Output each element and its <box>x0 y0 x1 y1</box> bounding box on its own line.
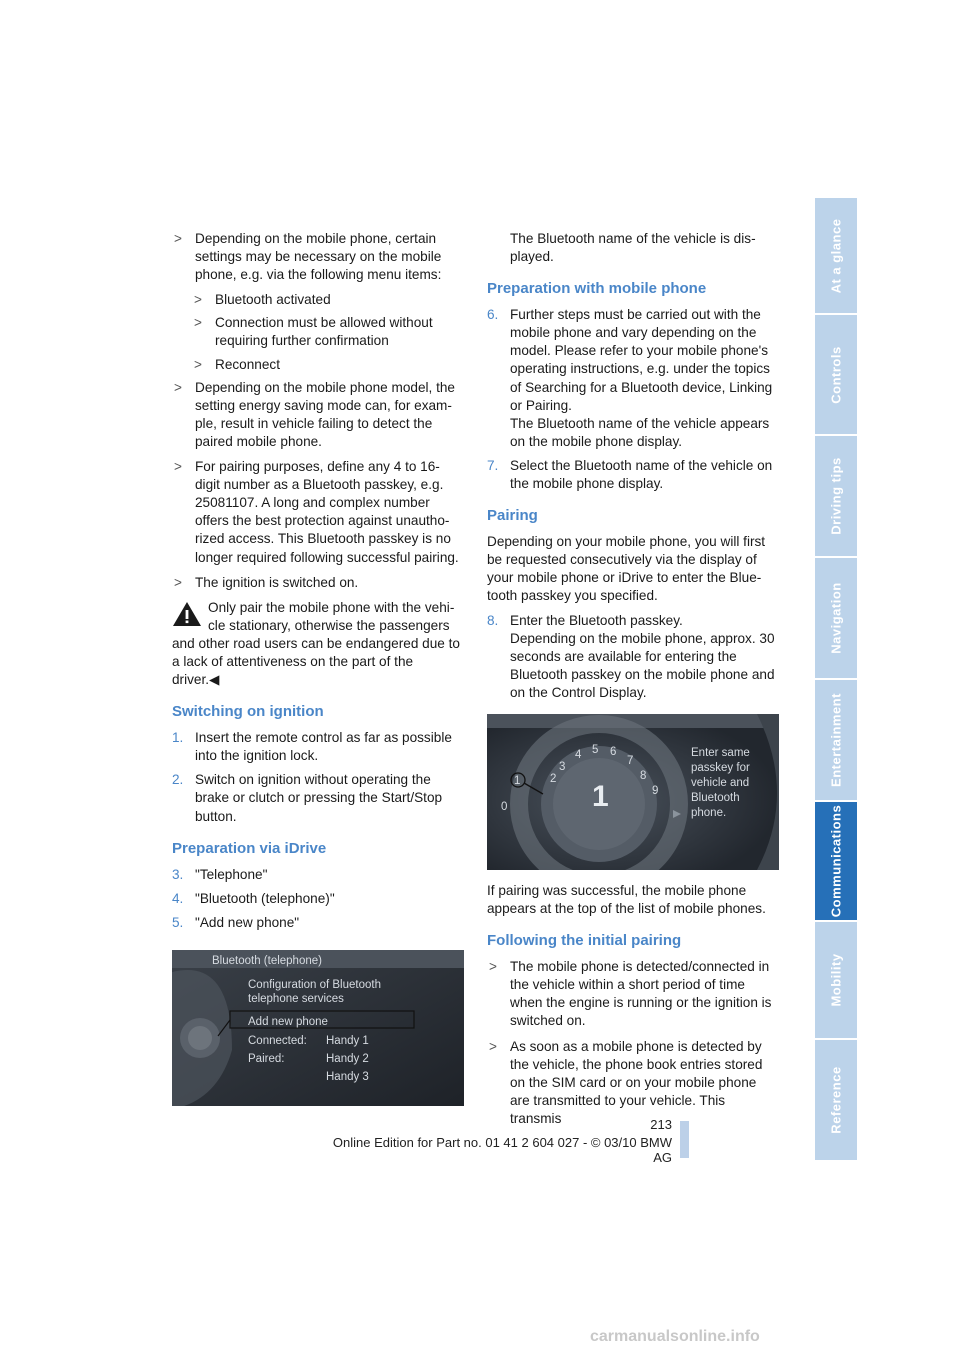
screen-item: Handy 2 <box>326 1052 369 1065</box>
sidebar-tab-reference[interactable]: Reference <box>815 1040 857 1160</box>
bullet-item: > Depending on the mobile phone, certain settings may be necessary on the mobile phone, e.g. via the following menu items: <box>172 230 464 284</box>
left-column <box>172 230 464 1106</box>
sidebar-tab-navigation[interactable]: Navigation <box>815 558 857 678</box>
bullet-item: > The mobile phone is detected/connected in the vehicle within a short period of time when the engine is running or the ignition is switched on. <box>487 958 779 1030</box>
footer-accent-bar <box>680 1121 689 1158</box>
dial-digit: 6 <box>610 745 617 758</box>
hint-line: phone. <box>691 806 727 819</box>
dial-digit: 7 <box>627 754 634 767</box>
sidebar-tab-mobility[interactable]: Mobility <box>815 922 857 1038</box>
screen-item: Configuration of Bluetooth <box>248 978 381 991</box>
bullet-item: > Depending on the mobile phone model, the setting energy saving mode can, for example, result in vehicle failing to detect the paired mobile phone. <box>172 379 464 451</box>
hint-line: passkey for <box>691 761 750 774</box>
bullet-item: > The ignition is switched on. <box>172 574 464 592</box>
dial-digit: 2 <box>550 772 557 785</box>
watermark: carmanualsonline.info <box>590 1328 760 1345</box>
screen-item: Add new phone <box>248 1015 328 1028</box>
footer-text: Online Edition for Part no. 01 41 2 604 027 - © 03/10 BMW AG <box>332 1135 672 1165</box>
paragraph: The Bluetooth name of the vehicle is displayed. <box>510 231 756 265</box>
dial-digit: 1 <box>514 774 521 787</box>
bullet-item: > As soon as a mobile phone is detected by the vehicle, the phone book entries stored on the SIM card or on your mobile phone are transmitted to your vehicle. This transmis <box>487 1038 779 1128</box>
right-column <box>487 230 779 1135</box>
step-item: 8. Enter the Bluetooth passkey. Depending on the mobile phone, approx. 30 seconds are available for entering the Bluetooth passkey on the mobile phone and on the Control Display. <box>487 612 775 700</box>
screen-item: Paired: <box>248 1052 285 1065</box>
sub-bullet-item: > Reconnect <box>192 356 464 374</box>
screen-item: Handy 3 <box>326 1070 369 1083</box>
sub-bullet-item: > Bluetooth activated <box>192 291 464 309</box>
dial-digit: 4 <box>575 748 582 761</box>
page-number: 213 <box>650 1117 672 1132</box>
section-heading-pairing: Pairing <box>487 507 538 525</box>
dial-big-digit: 1 <box>592 779 609 813</box>
hint-line: Bluetooth <box>691 791 740 804</box>
screen-title: Bluetooth (telephone) <box>212 954 322 967</box>
dial-digit: 5 <box>592 743 599 756</box>
paragraph: If pairing was successful, the mobile phone appears at the top of the list of mobile phones. <box>487 882 766 917</box>
screen-item: Handy 1 <box>326 1034 369 1047</box>
screen-item: telephone services <box>248 992 344 1005</box>
step-item: 5. "Add new phone" <box>172 914 300 930</box>
hint-line: vehicle and <box>691 776 750 789</box>
screen-item: Connected: <box>248 1034 307 1047</box>
section-heading-switching-ignition: Switching on ignition <box>172 703 324 721</box>
hint-line: Enter same <box>691 746 750 759</box>
dial-digit: 8 <box>640 769 647 782</box>
sub-bullet-item: > Connection must be allowed without requiring further confirmation <box>192 314 464 350</box>
bullet-item: > For pairing purposes, define any 4 to 16-digit number as a Bluetooth passkey, e.g. 25081107. A long and complex number offers the best protection against unauthorized access. This Bluetooth passkey is no longer required following successful pairing. <box>172 458 464 567</box>
sidebar-tab-driving-tips[interactable]: Driving tips <box>815 436 857 556</box>
step-item: 4. "Bluetooth (telephone)" <box>172 890 335 906</box>
step-item: 7. Select the Bluetooth name of the vehicle on the mobile phone display. <box>487 457 773 492</box>
step-item: 3. "Telephone" <box>172 866 268 882</box>
warning-text: Only pair the mobile phone with the vehicle stationary, otherwise the passengers and other road users can be endangered due to a lack of attentiveness on the part of the driver. <box>172 599 460 688</box>
sidebar-tab-at-a-glance[interactable]: At a glance <box>815 198 857 313</box>
dial-digit: 0 <box>501 800 508 813</box>
warning-icon <box>172 601 208 631</box>
section-heading-prep-idrive: Preparation via iDrive <box>172 839 327 857</box>
paragraph: Depending on your mobile phone, you will first be requested consecutively via the display of your mobile phone or iDrive to enter the Bluetooth passkey you specified. <box>487 534 766 604</box>
step-item: 1. Insert the remote control as far as possible into the ignition lock. <box>172 730 452 764</box>
step-item: 2. Switch on ignition without operating the brake or clutch or pressing the Start/Stop button. <box>172 772 443 824</box>
idrive-screenshot-passkey <box>487 714 779 870</box>
section-heading-following: Following the initial pairing <box>487 932 682 950</box>
idrive-screenshot-bluetooth <box>172 950 464 1106</box>
end-mark: ◀ <box>209 672 220 688</box>
sidebar-tab-communications[interactable]: Communications <box>815 802 857 920</box>
warning-note <box>172 599 464 689</box>
sidebar-tab-entertainment[interactable]: Entertainment <box>815 680 857 800</box>
dial-digit: 3 <box>559 760 566 773</box>
dial-digit: 9 <box>652 784 659 797</box>
sidebar-tab-controls[interactable]: Controls <box>815 315 857 434</box>
step-item: 6. Further steps must be carried out with the mobile phone and vary depending on the model. Please refer to your mobile phone's operating instructions, e.g. under the topics of Searching for a Bluetooth device, Linking or Pairing. The Bluetooth name of the vehicle appears on the mobile phone display. <box>487 307 773 449</box>
chapter-sidebar <box>815 198 857 1160</box>
section-heading-prep-mobile: Preparation with mobile phone <box>487 280 707 298</box>
